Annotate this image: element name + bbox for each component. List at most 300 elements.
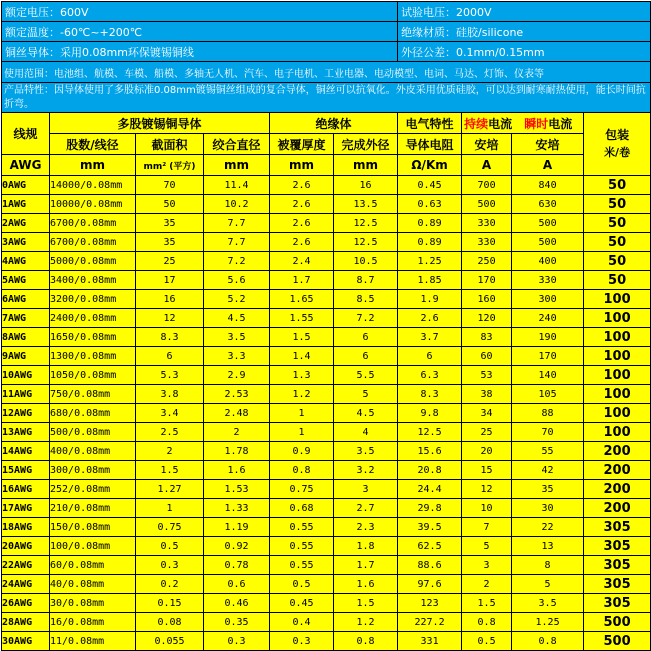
test-voltage: 试验电压：2000V <box>398 2 651 22</box>
gauge-cell: 4AWG <box>2 252 50 271</box>
area-cell: 8.3 <box>136 328 204 347</box>
gauge-cell: 6AWG <box>2 290 50 309</box>
wall-cell: 0.55 <box>270 537 334 556</box>
table-row <box>2 518 651 537</box>
strands-cell: 2400/0.08mm <box>50 309 136 328</box>
area-header: 截面积 <box>136 134 204 155</box>
usage-text: 使用范围：电池组、航模、车模、船模、多轴无人机、汽车、电子电机、工业电器、电动模型、电词、马达、灯饰、仪表等 <box>2 62 651 83</box>
gauge-cell: 22AWG <box>2 556 50 575</box>
finish-od-cell: 6 <box>334 328 398 347</box>
strands-cell: 1050/0.08mm <box>50 366 136 385</box>
packaging-cell: 305 <box>584 575 651 594</box>
amp-cont-cell: 10 <box>462 499 512 518</box>
wall-cell: 0.55 <box>270 556 334 575</box>
strands-cell: 11/0.08mm <box>50 632 136 651</box>
amp-inst-cell: 190 <box>512 328 584 347</box>
strands-cell: 5000/0.08mm <box>50 252 136 271</box>
table-row <box>2 461 651 480</box>
overall-dia-cell: 4.5 <box>204 309 270 328</box>
overall-dia-cell: 1.6 <box>204 461 270 480</box>
area-cell: 35 <box>136 233 204 252</box>
resistance-cell: 24.4 <box>398 480 462 499</box>
wall-cell: 1.7 <box>270 271 334 290</box>
amp-cont-cell: 1.5 <box>462 594 512 613</box>
wall-cell: 0.3 <box>270 632 334 651</box>
resistance-cell: 331 <box>398 632 462 651</box>
table-row <box>2 594 651 613</box>
amp-cont-cell: 5 <box>462 537 512 556</box>
table-row <box>2 575 651 594</box>
area-cell: 0.5 <box>136 537 204 556</box>
finish-od-cell: 1.5 <box>334 594 398 613</box>
spec-row-temp <box>2 22 651 42</box>
amp-inst-cell: 70 <box>512 423 584 442</box>
packaging-cell: 50 <box>584 233 651 252</box>
area-cell: 12 <box>136 309 204 328</box>
amp-cont-cell: 160 <box>462 290 512 309</box>
packaging-cell: 50 <box>584 195 651 214</box>
gauge-cell: 12AWG <box>2 404 50 423</box>
wall-cell: 0.45 <box>270 594 334 613</box>
strands-cell: 14000/0.08mm <box>50 176 136 195</box>
finish-od-cell: 1.7 <box>334 556 398 575</box>
amp-inst-cell: 55 <box>512 442 584 461</box>
amp-cont-cell: 38 <box>462 385 512 404</box>
resistance-cell: 3.7 <box>398 328 462 347</box>
amp-cont-cell: 330 <box>462 214 512 233</box>
strands-cell: 500/0.08mm <box>50 423 136 442</box>
area-cell: 1.27 <box>136 480 204 499</box>
amp-inst-cell: 630 <box>512 195 584 214</box>
unit-strands: mm <box>50 155 136 176</box>
finish-od-cell: 16 <box>334 176 398 195</box>
finish-od-cell: 10.5 <box>334 252 398 271</box>
area-cell: 6 <box>136 347 204 366</box>
table-row <box>2 214 651 233</box>
gauge-cell: 8AWG <box>2 328 50 347</box>
area-cell: 35 <box>136 214 204 233</box>
resistance-cell: 0.63 <box>398 195 462 214</box>
overall-dia-cell: 2.9 <box>204 366 270 385</box>
gauge-cell: 3AWG <box>2 233 50 252</box>
amp-inst-cell: 22 <box>512 518 584 537</box>
packaging-cell: 305 <box>584 556 651 575</box>
amp-cont-cell: 330 <box>462 233 512 252</box>
resistance-cell: 1.25 <box>398 252 462 271</box>
gauge-cell: 16AWG <box>2 480 50 499</box>
area-cell: 25 <box>136 252 204 271</box>
conductor-group-header: 多股镀锡铜导体 <box>50 113 270 134</box>
strands-header: 股数/线径 <box>50 134 136 155</box>
gauge-cell: 30AWG <box>2 632 50 651</box>
amp-inst-cell: 240 <box>512 309 584 328</box>
amp-cont-cell: 34 <box>462 404 512 423</box>
overall-dia-cell: 0.3 <box>204 632 270 651</box>
resistance-cell: 39.5 <box>398 518 462 537</box>
table-row <box>2 442 651 461</box>
area-cell: 70 <box>136 176 204 195</box>
area-cell: 2 <box>136 442 204 461</box>
amp-cont-cell: 7 <box>462 518 512 537</box>
features-row <box>2 83 651 113</box>
strands-cell: 680/0.08mm <box>50 404 136 423</box>
resistance-header: 导体电阻 <box>398 134 462 155</box>
wall-cell: 2.6 <box>270 214 334 233</box>
finish-od-cell: 0.8 <box>334 632 398 651</box>
finish-od-cell: 3.5 <box>334 442 398 461</box>
strands-cell: 60/0.08mm <box>50 556 136 575</box>
overall-dia-cell: 1.78 <box>204 442 270 461</box>
overall-dia-cell: 2.53 <box>204 385 270 404</box>
packaging-cell: 100 <box>584 309 651 328</box>
gauge-cell: 18AWG <box>2 518 50 537</box>
packaging-cell: 200 <box>584 499 651 518</box>
amp-inst-cell: 0.8 <box>512 632 584 651</box>
area-cell: 16 <box>136 290 204 309</box>
packaging-cell: 200 <box>584 461 651 480</box>
packaging-cell: 305 <box>584 594 651 613</box>
table-row <box>2 176 651 195</box>
finish-od-cell: 4.5 <box>334 404 398 423</box>
finish-od-cell: 5.5 <box>334 366 398 385</box>
amp-inst-cell: 88 <box>512 404 584 423</box>
table-row <box>2 423 651 442</box>
area-cell: 0.75 <box>136 518 204 537</box>
overall-dia-cell: 11.4 <box>204 176 270 195</box>
packaging-cell: 50 <box>584 214 651 233</box>
overall-dia-cell: 7.2 <box>204 252 270 271</box>
area-cell: 3.4 <box>136 404 204 423</box>
insulation-group-header: 绝缘体 <box>270 113 398 134</box>
packaging-cell: 200 <box>584 442 651 461</box>
amp-inst-cell: 35 <box>512 480 584 499</box>
amp-cont-cell: 20 <box>462 442 512 461</box>
gauge-cell: 7AWG <box>2 309 50 328</box>
overall-dia-cell: 0.78 <box>204 556 270 575</box>
area-cell: 0.3 <box>136 556 204 575</box>
strands-cell: 16/0.08mm <box>50 613 136 632</box>
finish-od-cell: 8.7 <box>334 271 398 290</box>
overall-dia-header: 绞合直径 <box>204 134 270 155</box>
wall-cell: 0.55 <box>270 518 334 537</box>
unit-resistance: Ω/Km <box>398 155 462 176</box>
overall-dia-cell: 1.19 <box>204 518 270 537</box>
wall-cell: 1.2 <box>270 385 334 404</box>
finish-od-cell: 4 <box>334 423 398 442</box>
electrical-group-header: 电气特性 <box>398 113 462 134</box>
strands-cell: 6700/0.08mm <box>50 214 136 233</box>
od-tolerance: 外径公差：0.1mm/0.15mm <box>398 42 651 62</box>
table-row <box>2 556 651 575</box>
overall-dia-cell: 0.35 <box>204 613 270 632</box>
finish-od-cell: 12.5 <box>334 233 398 252</box>
amp-cont-cell: 2 <box>462 575 512 594</box>
table-row <box>2 613 651 632</box>
amp-inst-cell: 1.25 <box>512 613 584 632</box>
gauge-cell: 1AWG <box>2 195 50 214</box>
strands-cell: 6700/0.08mm <box>50 233 136 252</box>
table-row <box>2 328 651 347</box>
amp-cont-cell: 500 <box>462 195 512 214</box>
finish-od-cell: 3 <box>334 480 398 499</box>
table-row <box>2 499 651 518</box>
amp-cont-cell: 60 <box>462 347 512 366</box>
wall-cell: 0.68 <box>270 499 334 518</box>
wall-cell: 1 <box>270 404 334 423</box>
overall-dia-cell: 2 <box>204 423 270 442</box>
amp-inst-cell: 330 <box>512 271 584 290</box>
usage-row <box>2 62 651 83</box>
finish-od-cell: 5 <box>334 385 398 404</box>
strands-cell: 1650/0.08mm <box>50 328 136 347</box>
unit-amp-cont: A <box>462 155 512 176</box>
strands-cell: 3200/0.08mm <box>50 290 136 309</box>
gauge-cell: 0AWG <box>2 176 50 195</box>
resistance-cell: 227.2 <box>398 613 462 632</box>
packaging-cell: 305 <box>584 518 651 537</box>
resistance-cell: 97.6 <box>398 575 462 594</box>
amp-inst-cell: 300 <box>512 290 584 309</box>
area-cell: 0.2 <box>136 575 204 594</box>
overall-dia-cell: 5.6 <box>204 271 270 290</box>
resistance-cell: 15.6 <box>398 442 462 461</box>
strands-cell: 3400/0.08mm <box>50 271 136 290</box>
amp-cont-cell: 25 <box>462 423 512 442</box>
resistance-cell: 62.5 <box>398 537 462 556</box>
amp-inst-cell: 500 <box>512 233 584 252</box>
wall-cell: 1.5 <box>270 328 334 347</box>
amp-cont-cell: 3 <box>462 556 512 575</box>
packaging-cell: 50 <box>584 176 651 195</box>
amp-inst-cell: 42 <box>512 461 584 480</box>
overall-dia-cell: 7.7 <box>204 214 270 233</box>
unit-awg: AWG <box>2 155 50 176</box>
amp-inst-cell: 400 <box>512 252 584 271</box>
overall-dia-cell: 5.2 <box>204 290 270 309</box>
overall-dia-cell: 7.7 <box>204 233 270 252</box>
insulation-material: 绝缘材质：硅胶/silicone <box>398 22 651 42</box>
spec-row-conductor <box>2 42 651 62</box>
finish-od-cell: 12.5 <box>334 214 398 233</box>
strands-cell: 750/0.08mm <box>50 385 136 404</box>
packaging-cell: 50 <box>584 271 651 290</box>
wall-header: 被覆厚度 <box>270 134 334 155</box>
gauge-cell: 26AWG <box>2 594 50 613</box>
finish-od-cell: 1.6 <box>334 575 398 594</box>
finish-od-cell: 2.7 <box>334 499 398 518</box>
wire-spec-sheet <box>1 1 651 651</box>
gauge-cell: 13AWG <box>2 423 50 442</box>
header-row-names <box>2 134 651 155</box>
amp-inst-cell: 140 <box>512 366 584 385</box>
packaging-cell: 100 <box>584 347 651 366</box>
amp-inst-cell: 30 <box>512 499 584 518</box>
resistance-cell: 0.45 <box>398 176 462 195</box>
strands-cell: 210/0.08mm <box>50 499 136 518</box>
finish-od-cell: 1.2 <box>334 613 398 632</box>
amp-inst-cell: 13 <box>512 537 584 556</box>
amp-cont-cell: 120 <box>462 309 512 328</box>
features-text: 产品特性：因导体使用了多股标准0.08mm镀锡铜丝组成的复合导体，铜丝可以抗氧化。外皮采用优质硅胶，可以达到耐寒耐热使用，能长时间抗折弯。 <box>2 83 651 113</box>
instant-label-rest: 电流 <box>548 116 573 131</box>
amp-cont-cell: 83 <box>462 328 512 347</box>
strands-cell: 400/0.08mm <box>50 442 136 461</box>
table-row <box>2 404 651 423</box>
packaging-cell: 100 <box>584 423 651 442</box>
packaging-cell: 100 <box>584 385 651 404</box>
resistance-cell: 9.8 <box>398 404 462 423</box>
packaging-header <box>584 113 651 176</box>
resistance-cell: 0.89 <box>398 233 462 252</box>
spec-row-voltage <box>2 2 651 22</box>
overall-dia-cell: 0.46 <box>204 594 270 613</box>
table-row <box>2 271 651 290</box>
gauge-cell: 10AWG <box>2 366 50 385</box>
table-row <box>2 366 651 385</box>
wall-cell: 0.9 <box>270 442 334 461</box>
continuous-label-red: 持续 <box>464 116 489 131</box>
wall-cell: 2.6 <box>270 176 334 195</box>
resistance-cell: 1.85 <box>398 271 462 290</box>
instant-label-red: 瞬时 <box>524 116 549 131</box>
packaging-cell: 50 <box>584 252 651 271</box>
table-row <box>2 632 651 651</box>
area-cell: 3.8 <box>136 385 204 404</box>
header-row-units <box>2 155 651 176</box>
finish-od-cell: 7.2 <box>334 309 398 328</box>
table-row <box>2 252 651 271</box>
resistance-cell: 1.9 <box>398 290 462 309</box>
resistance-cell: 6 <box>398 347 462 366</box>
packaging-cell: 100 <box>584 366 651 385</box>
wall-cell: 2.6 <box>270 233 334 252</box>
overall-dia-cell: 3.5 <box>204 328 270 347</box>
wall-cell: 0.4 <box>270 613 334 632</box>
rated-temperature: 额定温度：-60℃~+200℃ <box>2 22 398 42</box>
gauge-cell: 14AWG <box>2 442 50 461</box>
area-cell: 1 <box>136 499 204 518</box>
amp-inst-header: 安培 <box>512 134 584 155</box>
header-row-groups <box>2 113 651 134</box>
area-cell: 5.3 <box>136 366 204 385</box>
wall-cell: 2.4 <box>270 252 334 271</box>
packaging-title: 包装 <box>605 128 630 142</box>
table-row <box>2 385 651 404</box>
amp-cont-cell: 12 <box>462 480 512 499</box>
resistance-cell: 2.6 <box>398 309 462 328</box>
resistance-cell: 88.6 <box>398 556 462 575</box>
amp-cont-cell: 53 <box>462 366 512 385</box>
amp-cont-cell: 170 <box>462 271 512 290</box>
strands-cell: 100/0.08mm <box>50 537 136 556</box>
gauge-cell: 15AWG <box>2 461 50 480</box>
table-row <box>2 309 651 328</box>
wall-cell: 0.5 <box>270 575 334 594</box>
overall-dia-cell: 3.3 <box>204 347 270 366</box>
table-row <box>2 347 651 366</box>
overall-dia-cell: 0.92 <box>204 537 270 556</box>
area-cell: 0.15 <box>136 594 204 613</box>
finish-od-cell: 1.8 <box>334 537 398 556</box>
amp-cont-cell: 0.5 <box>462 632 512 651</box>
packaging-unit: 米/卷 <box>604 146 631 159</box>
overall-dia-cell: 10.2 <box>204 195 270 214</box>
unit-area: mm² (平方) <box>136 155 204 176</box>
overall-dia-cell: 1.33 <box>204 499 270 518</box>
table-row <box>2 195 651 214</box>
unit-finish-od: mm <box>334 155 398 176</box>
strands-cell: 40/0.08mm <box>50 575 136 594</box>
packaging-cell: 200 <box>584 480 651 499</box>
table-row <box>2 537 651 556</box>
overall-dia-cell: 0.6 <box>204 575 270 594</box>
wall-cell: 1.55 <box>270 309 334 328</box>
unit-amp-inst: A <box>512 155 584 176</box>
area-cell: 50 <box>136 195 204 214</box>
gauge-cell: 9AWG <box>2 347 50 366</box>
resistance-cell: 12.5 <box>398 423 462 442</box>
gauge-cell: 20AWG <box>2 537 50 556</box>
finish-od-cell: 13.5 <box>334 195 398 214</box>
resistance-cell: 0.89 <box>398 214 462 233</box>
table-row <box>2 290 651 309</box>
area-cell: 0.08 <box>136 613 204 632</box>
resistance-cell: 123 <box>398 594 462 613</box>
strands-cell: 252/0.08mm <box>50 480 136 499</box>
finish-od-cell: 6 <box>334 347 398 366</box>
conductor-spec: 铜丝导体：采用0.08mm环保镀锡铜线 <box>2 42 398 62</box>
resistance-cell: 6.3 <box>398 366 462 385</box>
unit-overall-dia: mm <box>204 155 270 176</box>
packaging-cell: 100 <box>584 328 651 347</box>
gauge-cell: 17AWG <box>2 499 50 518</box>
amp-cont-header: 安培 <box>462 134 512 155</box>
gauge-cell: 24AWG <box>2 575 50 594</box>
overall-dia-cell: 2.48 <box>204 404 270 423</box>
resistance-cell: 29.8 <box>398 499 462 518</box>
amp-cont-cell: 700 <box>462 176 512 195</box>
gauge-cell: 11AWG <box>2 385 50 404</box>
amp-cont-cell: 0.8 <box>462 613 512 632</box>
wall-cell: 0.8 <box>270 461 334 480</box>
amp-inst-cell: 3.5 <box>512 594 584 613</box>
unit-wall: mm <box>270 155 334 176</box>
data-body <box>2 176 651 651</box>
area-cell: 17 <box>136 271 204 290</box>
strands-cell: 1300/0.08mm <box>50 347 136 366</box>
wall-cell: 0.75 <box>270 480 334 499</box>
packaging-cell: 100 <box>584 290 651 309</box>
wall-cell: 2.6 <box>270 195 334 214</box>
amp-cont-cell: 250 <box>462 252 512 271</box>
packaging-cell: 305 <box>584 537 651 556</box>
gauge-cell: 2AWG <box>2 214 50 233</box>
strands-cell: 10000/0.08mm <box>50 195 136 214</box>
strands-cell: 300/0.08mm <box>50 461 136 480</box>
area-cell: 0.055 <box>136 632 204 651</box>
area-cell: 1.5 <box>136 461 204 480</box>
table-row <box>2 233 651 252</box>
packaging-cell: 500 <box>584 613 651 632</box>
wall-cell: 1.3 <box>270 366 334 385</box>
wall-cell: 1.4 <box>270 347 334 366</box>
resistance-cell: 20.8 <box>398 461 462 480</box>
wall-cell: 1 <box>270 423 334 442</box>
amp-inst-cell: 170 <box>512 347 584 366</box>
finish-od-cell: 8.5 <box>334 290 398 309</box>
amp-inst-cell: 500 <box>512 214 584 233</box>
packaging-cell: 500 <box>584 632 651 651</box>
